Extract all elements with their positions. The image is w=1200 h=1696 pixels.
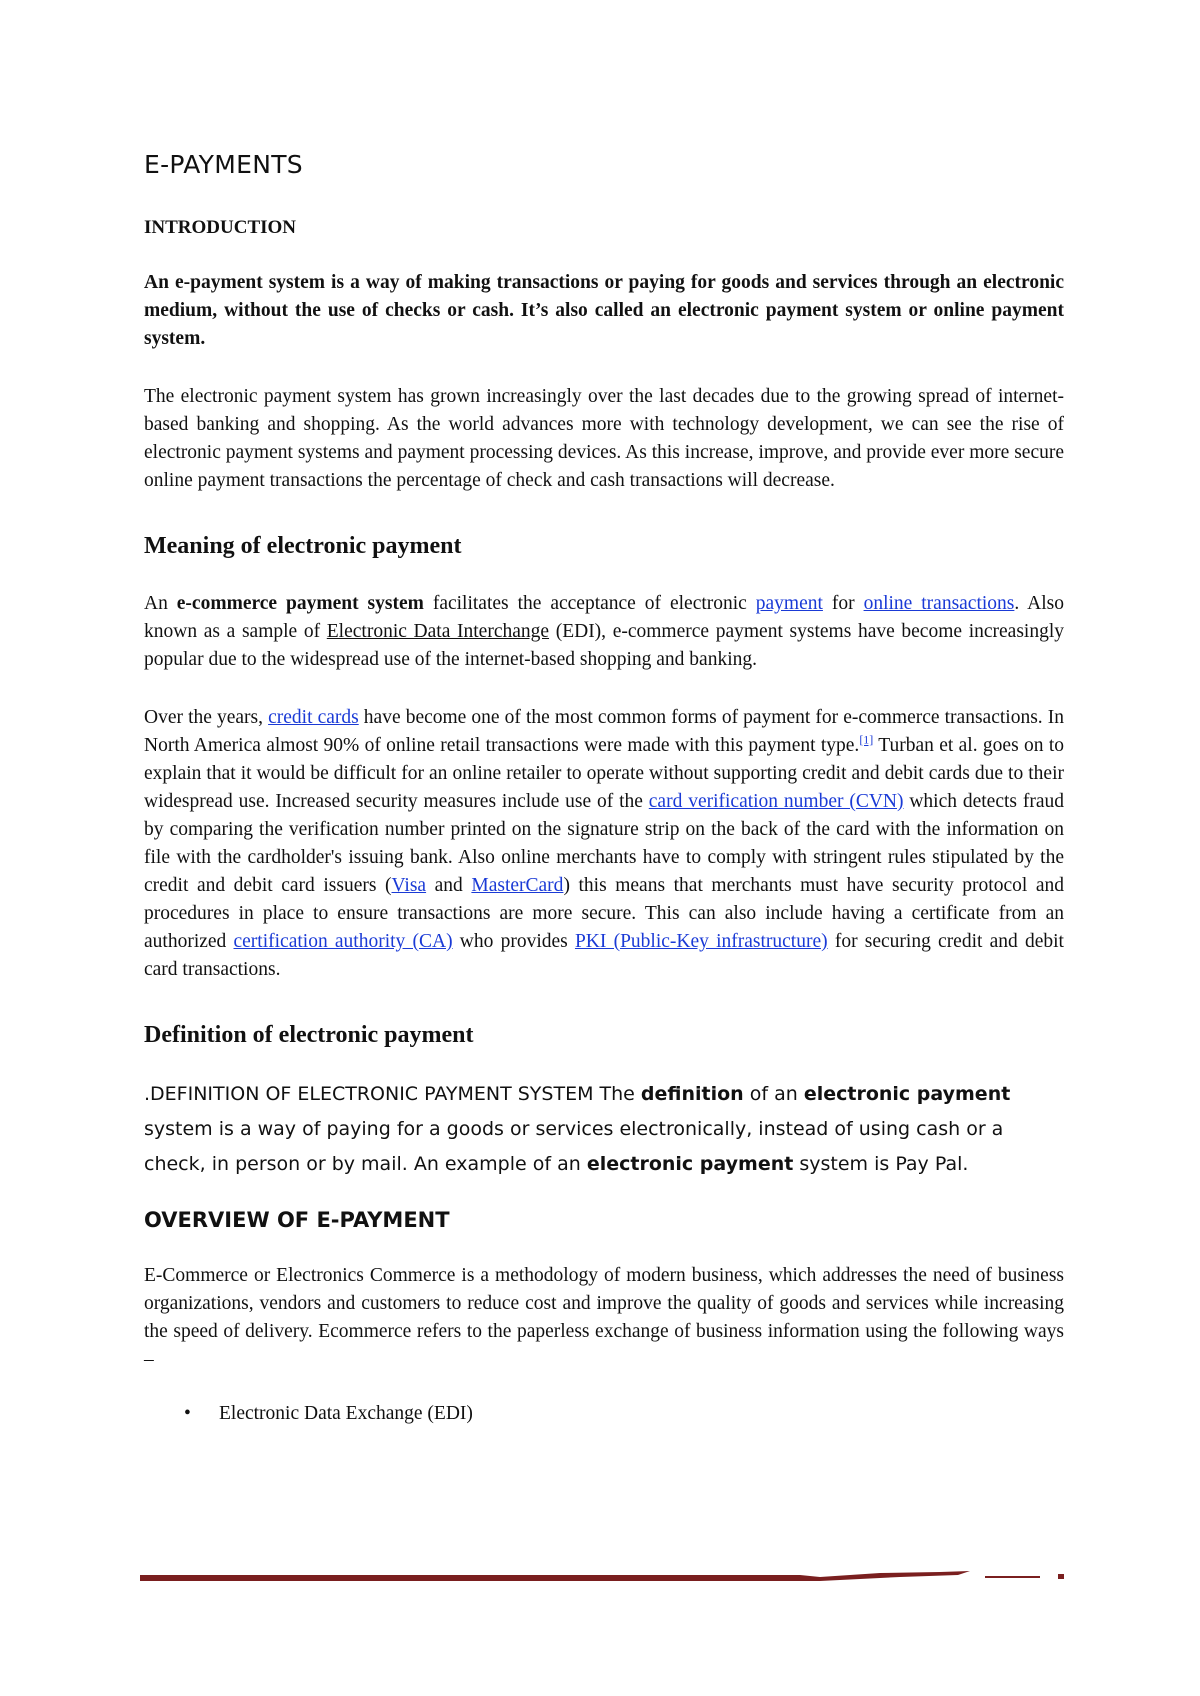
text-run: system is Pay Pal.	[793, 1153, 969, 1175]
link-pki[interactable]: PKI (Public-Key infrastructure)	[574, 931, 828, 952]
text-run: . Also known as a sample of	[144, 593, 1064, 642]
text-run: .DEFINITION OF ELECTRONIC PAYMENT SYSTEM The	[144, 1083, 641, 1105]
footer-divider	[140, 1567, 1080, 1593]
doc-title: E-PAYMENTS	[144, 150, 303, 179]
link-mastercard[interactable]: MasterCard	[471, 875, 564, 896]
link-footnote-ref[interactable]: [1]	[859, 732, 874, 747]
text-run: Turban et al. goes on to explain that it would be difficult for an online retailer to operate without supporting credit and debit cards due to their widespread use. Increased security measures include use of the	[144, 735, 1064, 812]
text-run: for securing credit and debit card transactions.	[144, 931, 1064, 980]
text-run: ) this means that merchants must have security protocol and procedures in place to ensure transactions are more secure. This can also include having a certificate from an authorized	[144, 875, 1064, 952]
bullet-icon: •	[184, 1403, 191, 1424]
overview-paragraph: E-Commerce or Electronics Commerce is a methodology of modern business, which addresses the need of business organizations, vendors and customers to reduce cost and improve the quality of goods and services while increasing the speed of delivery. Ecommerce refers to the paperless exchange of business information using the following ways –	[144, 1265, 1064, 1370]
text-run: who provides	[452, 931, 575, 952]
document-body	[144, 150, 1064, 1428]
bold-term: definition	[640, 1083, 744, 1105]
list-item	[144, 1400, 1064, 1428]
growth-paragraph: The electronic payment system has grown increasingly over the last decades due to the growing spread of internet-based banking and shopping. As the world advances more with technology development, we can see the rise of electronic payment systems and payment processing devices. As this increase, improve, and provide ever more secure online payment transactions the percentage of check and cash transactions will decrease.	[144, 386, 1064, 491]
bold-term: e-commerce payment system	[176, 593, 424, 614]
footer-bar-tail	[985, 1576, 1040, 1578]
link-visa[interactable]: Visa	[391, 875, 427, 896]
bold-term: electronic payment	[586, 1153, 794, 1175]
link-online-transactions[interactable]: online transactions	[863, 593, 1015, 614]
overview-list	[144, 1400, 1064, 1428]
meaning-paragraph-2	[144, 704, 1064, 984]
meaning-heading: Meaning of electronic payment	[144, 533, 462, 559]
link-payment[interactable]: payment	[755, 593, 823, 614]
link-card-verification-number[interactable]: card verification number (CVN)	[648, 791, 904, 812]
link-credit-cards[interactable]: credit cards	[268, 707, 359, 728]
text-run: of an	[743, 1083, 804, 1105]
text-run: and	[426, 875, 472, 896]
text-run: facilitates the acceptance of electronic	[423, 593, 756, 614]
text-run: have become one of the most common forms of payment for e-commerce transactions. In North America almost 90% of online retail transactions were made with this payment type.	[144, 707, 1064, 756]
text-run: An	[144, 593, 177, 614]
text-run: which detects fraud by comparing the verification number printed on the signature strip on the back of the card with the information on file with the cardholder's issuing bank. Also online merchants have to comply with stringent rules stipulated by the credit and debit card issuers (	[144, 791, 1064, 896]
text-run: system is a way of paying for a goods or services electronically, instead of using cash or a check, in person or by mail. An example of an	[144, 1118, 1004, 1175]
text-run: Over the years,	[144, 707, 269, 728]
footer-bar-shape	[140, 1571, 970, 1581]
text-run: for	[822, 593, 864, 614]
intro-paragraph: An e-payment system is a way of making transactions or paying for goods and services through an electronic medium, without the use of checks or cash. It’s also called an electronic payment system or online payment system.	[144, 272, 1064, 349]
link-certification-authority[interactable]: certification authority (CA)	[233, 931, 453, 952]
bold-term: electronic payment	[803, 1083, 1011, 1105]
underlined-term: Electronic Data Interchange	[326, 621, 550, 642]
meaning-paragraph-1	[144, 590, 1064, 674]
footer-bar-tip	[1058, 1574, 1064, 1579]
overview-heading: OVERVIEW OF E-PAYMENT	[144, 1208, 450, 1232]
definition-paragraph	[144, 1077, 1064, 1182]
intro-heading: INTRODUCTION	[144, 217, 297, 238]
list-item-text: Electronic Data Exchange (EDI)	[219, 1403, 473, 1424]
definition-heading: Definition of electronic payment	[144, 1022, 474, 1048]
text-run: (EDI), e-commerce payment systems have become increasingly popular due to the widespread use of the internet-based shopping and banking.	[144, 621, 1064, 670]
